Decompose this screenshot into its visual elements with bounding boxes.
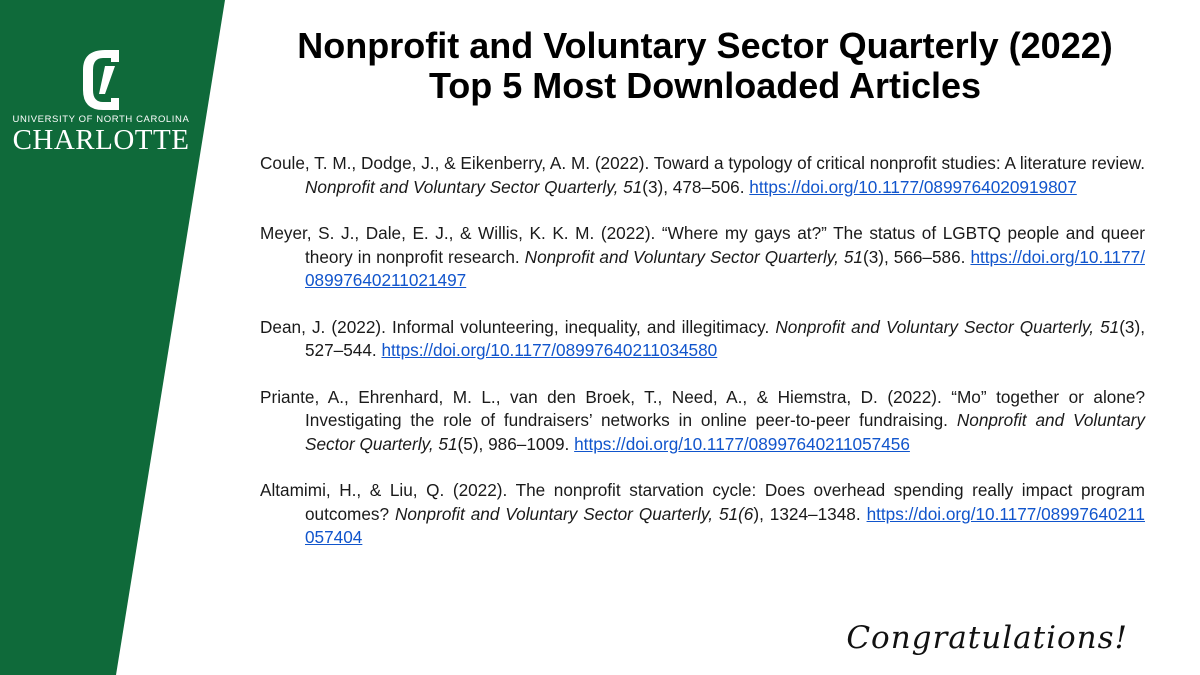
reference-pages: (3), 478–506.: [642, 176, 745, 197]
reference-citation: Altamimi, H., & Liu, Q. (2022). The nonprofit starvation cycle: Does overhead spending really impact program outcomes?: [260, 480, 1145, 524]
reference-list: [260, 152, 1145, 573]
university-logo: [8, 48, 194, 155]
reference-journal: Nonprofit and Voluntary Sector Quarterly, 51: [775, 316, 1120, 337]
logo-university-text: UNIVERSITY OF NORTH CAROLINA: [12, 114, 190, 125]
reference-citation: Meyer, S. J., Dale, E. J., & Willis, K. K. M. (2022). “Where my gays at?” The status of LGBTQ people and queer theory in nonprofit research.: [260, 223, 1145, 267]
reference-journal: Nonprofit and Voluntary Sector Quarterly, 51: [305, 410, 1145, 454]
reference-doi-link[interactable]: https://doi.org/10.1177/08997640211034580: [381, 340, 718, 360]
reference-journal: Nonprofit and Voluntary Sector Quarterly, 51(6: [395, 503, 754, 524]
reference-doi-link[interactable]: https://doi.org/10.1177/08997640211057404: [305, 503, 1145, 547]
reference-citation: Coule, T. M., Dodge, J., & Eikenberry, A. M. (2022). Toward a typology of critical nonprofit studies: A literature review.: [260, 153, 1145, 173]
title-line-1: Nonprofit and Voluntary Sector Quarterly (2022): [297, 25, 1113, 66]
reference-pages: ), 1324–1348.: [753, 503, 861, 524]
reference-doi-link[interactable]: https://doi.org/10.1177/08997640211057456: [574, 433, 910, 454]
reference-item: [260, 152, 1145, 199]
reference-doi-link[interactable]: https://doi.org/10.1177/08997640211021497: [305, 246, 1145, 290]
reference-item: [260, 316, 1145, 363]
reference-item: [260, 222, 1145, 293]
page-title: [230, 26, 1180, 106]
reference-doi-link[interactable]: https://doi.org/10.1177/0899764020919807: [749, 176, 1077, 197]
logo-city-text: CHARLOTTE: [12, 124, 190, 156]
reference-pages: (3), 527–544.: [305, 316, 1145, 360]
reference-citation: Priante, A., Ehrenhard, M. L., van den Broek, T., Need, A., & Hiemstra, D. (2022). “Mo” together or alone? Investigating the role of fundraisers’ networks in online peer-to-peer fundraising.: [260, 386, 1145, 430]
title-line-2: Top 5 Most Downloaded Articles: [428, 65, 982, 106]
reference-pages: (5), 986–1009.: [457, 433, 570, 454]
reference-journal: Nonprofit and Voluntary Sector Quarterly, 51: [524, 246, 863, 267]
reference-item: [260, 386, 1145, 457]
congratulations-text: Congratulations!: [846, 620, 1128, 656]
reference-journal: Nonprofit and Voluntary Sector Quarterly, 51: [305, 176, 643, 197]
reference-citation: Dean, J. (2022). Informal volunteering, inequality, and illegitimacy.: [260, 316, 776, 337]
reference-pages: (3), 566–586.: [862, 246, 966, 267]
charlotte-c-logo-icon: [75, 48, 127, 112]
reference-item: [260, 479, 1145, 550]
